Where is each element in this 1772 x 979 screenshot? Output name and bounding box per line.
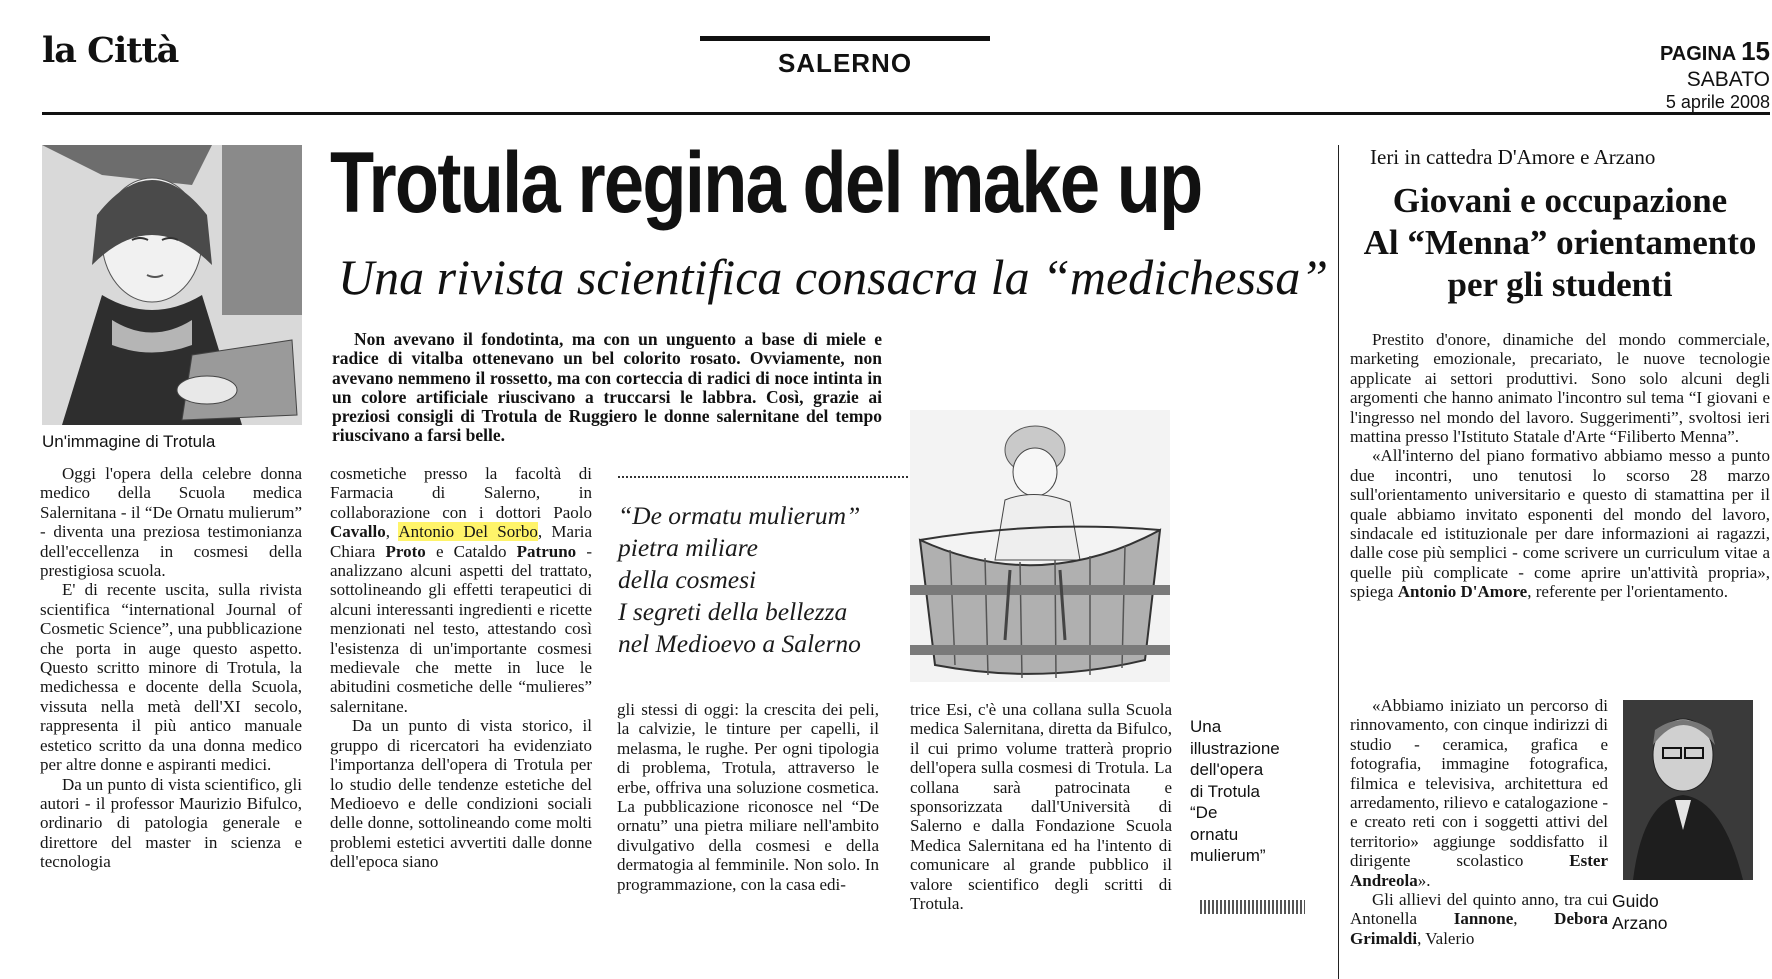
- bath-tub-illustration: [910, 410, 1170, 682]
- article-column-4: [910, 700, 1172, 913]
- paragraph: Oggi l'opera della celebre donna medico della Scuola medica Salernitana - il “De Ornatu mulierum” - diventa una preziosa testimonianza dell'eccellenza in cosmesi della prestigiosa scuola.: [40, 464, 302, 581]
- text-run: ,: [1513, 909, 1518, 929]
- paragraph: [1350, 890, 1608, 948]
- caption-line: Guido: [1612, 891, 1659, 911]
- article-column-2: [330, 464, 592, 872]
- caption-line: “De: [1190, 803, 1218, 822]
- person-name: Iannone: [1453, 909, 1514, 929]
- person-name: Antonio D'Amore: [1397, 582, 1528, 602]
- text-run: - analizzano alcuni aspetti del trattato, sottolineando gli effetti terapeutici di alcuni interessanti ingredienti e ricette menzionati nel testo, attestando così l'esistenza di un'importante cosmesi medievale che mette in luce le abitudini cosmetiche delle “mulieres” salernitane.: [330, 541, 592, 716]
- caption-line: di Trotula: [1190, 781, 1260, 801]
- pull-quote: [618, 500, 918, 660]
- headline-line: per gli studenti: [1447, 265, 1673, 304]
- paragraph: Prestito d'onore, dinamiche del mondo commerciale, marketing emozionale, precariato, le nuove tecnologie applicate ai settori produttivi. Sono solo alcuni degli argomenti che hanno animato l'incontro sul tema “I giovani e l'ingresso nel mondo del lavoro. Suggerimenti”, svoltosi ieri mattina presso l'Istituto Statale d'Arte “Filiberto Menna”.: [1350, 330, 1770, 447]
- text-run: , Valerio: [1417, 928, 1475, 948]
- page-label: [1500, 36, 1770, 67]
- article-column-1: [40, 464, 302, 872]
- highlighted-name: Antonio Del Sorbo: [398, 522, 538, 542]
- text-run: «All'interno del piano formativo abbiamo messo a punto due incontri, uno tenutosi lo scorso 28 marzo sull'orientamento universitario e questo di stamattina per il quale abbiamo invitato esponenti del mondo del lavoro, sindacale ed istituzionale per dare informazioni ai ragazzi, dalle cose più semplici - come scrivere un curriculum vitae a quelle più complicate - come aprire un'attività propria», spiega: [1350, 446, 1770, 602]
- paragraph: E' di recente uscita, sulla rivista scientifica “international Journal of Cosmetic Science”, una pubblicazione che porta in auge questo aspetto. Questo scritto minore di Trotula, la medichessa e docente della Scuola, vissuta nella metà dell'XI secolo, rappresenta il più antico manuale estetico scritto da una donna medico per altre donne e aspiranti medici.: [40, 580, 302, 775]
- person-name: Proto: [385, 541, 426, 561]
- decorative-hatch: [1200, 900, 1305, 914]
- pull-quote-line: della cosmesi: [618, 565, 757, 594]
- caption-line: dell'opera: [1190, 760, 1264, 779]
- guido-arzano-photo: [1623, 700, 1753, 880]
- person-name: Debora Grimaldi: [1350, 909, 1608, 948]
- portrait-caption: Un'immagine di Trotula: [42, 432, 216, 451]
- text-run: ».: [1417, 870, 1431, 890]
- text-run: cosmetiche presso la facoltà di Farmacia di Salerno, in collaborazione con i dottori Paolo: [330, 464, 592, 522]
- pull-quote-line: I segreti della bellezza: [618, 597, 848, 626]
- paragraph: cosmetiche presso la facoltà di Farmacia di Salerno, in collaborazione con i dottori Paolo Cavallo, Antonio Del Sorbo, Maria Chiara Proto e Cataldo Patruno - analizzano alcuni aspetti del trattato, sottolineando gli effetti terapeutici di alcuni interessanti ingredienti e ricette menzionati nel testo, attestando così l'esistenza di un'importante cosmesi medievale che mette in luce le abitudini cosmetiche delle “mulieres” salernitane.: [330, 464, 593, 716]
- photo-caption: [1612, 890, 1762, 934]
- pull-quote-line: nel Medioevo a Salerno: [618, 629, 861, 658]
- person-name: Ester Andreola: [1350, 851, 1608, 890]
- masthead: la Città: [42, 30, 179, 71]
- article-column-3: [617, 700, 879, 894]
- side-article-headline: [1350, 180, 1770, 306]
- article-headline: Trotula regina del make up: [330, 135, 1202, 231]
- text-run: Gli allievi del quinto anno, tra cui Antonella: [1350, 890, 1608, 929]
- illustration-caption: [1190, 716, 1310, 867]
- article-subhead: Una rivista scientifica consacra la “medichessa”: [338, 249, 1329, 305]
- side-article-body-top: [1350, 330, 1770, 602]
- paragraph: [1350, 696, 1608, 890]
- caption-line: ornatu: [1190, 824, 1239, 844]
- issue-date: 5 aprile 2008: [1665, 92, 1770, 112]
- headline-line: Giovani e occupazione: [1392, 181, 1728, 220]
- article-lead: Non avevano il fondotinta, ma con un unguento a base di miele e radice di vitalba ottenevano un bel colorito rosato. Ovviamente, non avevano nemmeno il rossetto, ma con corteccia di radici di noce intinta in un colore artificiale riuscivano a truccarsi le labbra. Così, grazie ai preziosi consigli di Trotula de Ruggiero le donne salernitane del tempo riuscivano a farsi belle.: [332, 329, 882, 446]
- page-number: 15: [1741, 36, 1770, 66]
- text-run: «Abbiamo iniziato un percorso di rinnovamento, con cinque indirizzi di studio - ceramica, grafica e fotografia, immagine fotografica, filmica e televisiva, architettura ed arredamento, rilievo e catalogazione - e creato reti con i soggetti attivi del territorio» aggiunge soddisfatto il dirigente scolastico: [1350, 696, 1608, 871]
- pull-quote-line: “De ormatu mulierum”: [618, 501, 861, 530]
- headline-line: Al “Menna” orientamento: [1363, 223, 1757, 262]
- text-run: , referente per l'orientamento.: [1527, 582, 1729, 602]
- side-article-body-bottom: [1350, 696, 1608, 948]
- caption-line: illustrazione: [1190, 738, 1280, 758]
- paragraph: Da un punto di vista scientifico, gli autori - il professor Maurizio Bifulco, ordinario di patologia generale e direttore del master in scienza e tecnologia: [40, 774, 302, 872]
- side-article-kicker: Ieri in cattedra D'Amore e Arzano: [1370, 145, 1656, 169]
- page-label-text: PAGINA: [1659, 43, 1736, 65]
- text-run: Maria Chiara: [330, 522, 593, 561]
- section-name: SALERNO: [777, 48, 913, 78]
- text-run: e Cataldo: [435, 541, 507, 561]
- header-rule: [42, 112, 1770, 115]
- trotula-portrait-image: [42, 145, 302, 425]
- person-name: Cavallo: [330, 522, 386, 542]
- pull-quote-line: pietra miliare: [618, 533, 759, 562]
- paragraph: [1350, 446, 1770, 601]
- paragraph: gli stessi di oggi: la crescita dei peli, la calvizie, le tinture per capelli, il melasma, le rughe. Per ogni tipologia di problema, Trotula, attraverso le erbe, offriva una soluzione cosmetica. La pubblicazione riconosce nel “De ornatu” una pietra miliare nell'ambito divulgativo della cosmesi e della dermatogia al femminile. Non solo. In programmazione, con la casa edi-: [617, 700, 879, 894]
- caption-line: Una: [1190, 717, 1222, 736]
- section-rule: [700, 36, 990, 41]
- paragraph: trice Esi, c'è una collana sulla Scuola medica Salernitana, diretta da Bifulco, il cui primo volume tratterà proprio dell'opera sulla cosmesi di Trotula. La collana sarà patrocinata e sponsorizzata dall'Università di Salerno e dalla Fondazione Scuola Medica Salernitana ed ha l'intento di comunicare al grande pubblico il valore scientifico degli scritti di Trotula.: [910, 700, 1172, 914]
- issue-day: SABATO: [1686, 68, 1770, 91]
- pull-quote-rule: [618, 476, 908, 478]
- caption-line: mulierum”: [1190, 846, 1266, 865]
- person-name: Patruno: [516, 541, 577, 561]
- column-divider: [1338, 145, 1339, 979]
- caption-line: Arzano: [1612, 913, 1668, 933]
- paragraph: Da un punto di vista storico, il gruppo di ricercatori ha evidenziato l'importanza dell'opera di Trotula per lo studio delle tendenze estetiche del Medioevo e delle condizioni sociali delle donne, sottolineando come molti problemi estetici avvertiti dalle donne dell'epoca siano: [330, 716, 592, 872]
